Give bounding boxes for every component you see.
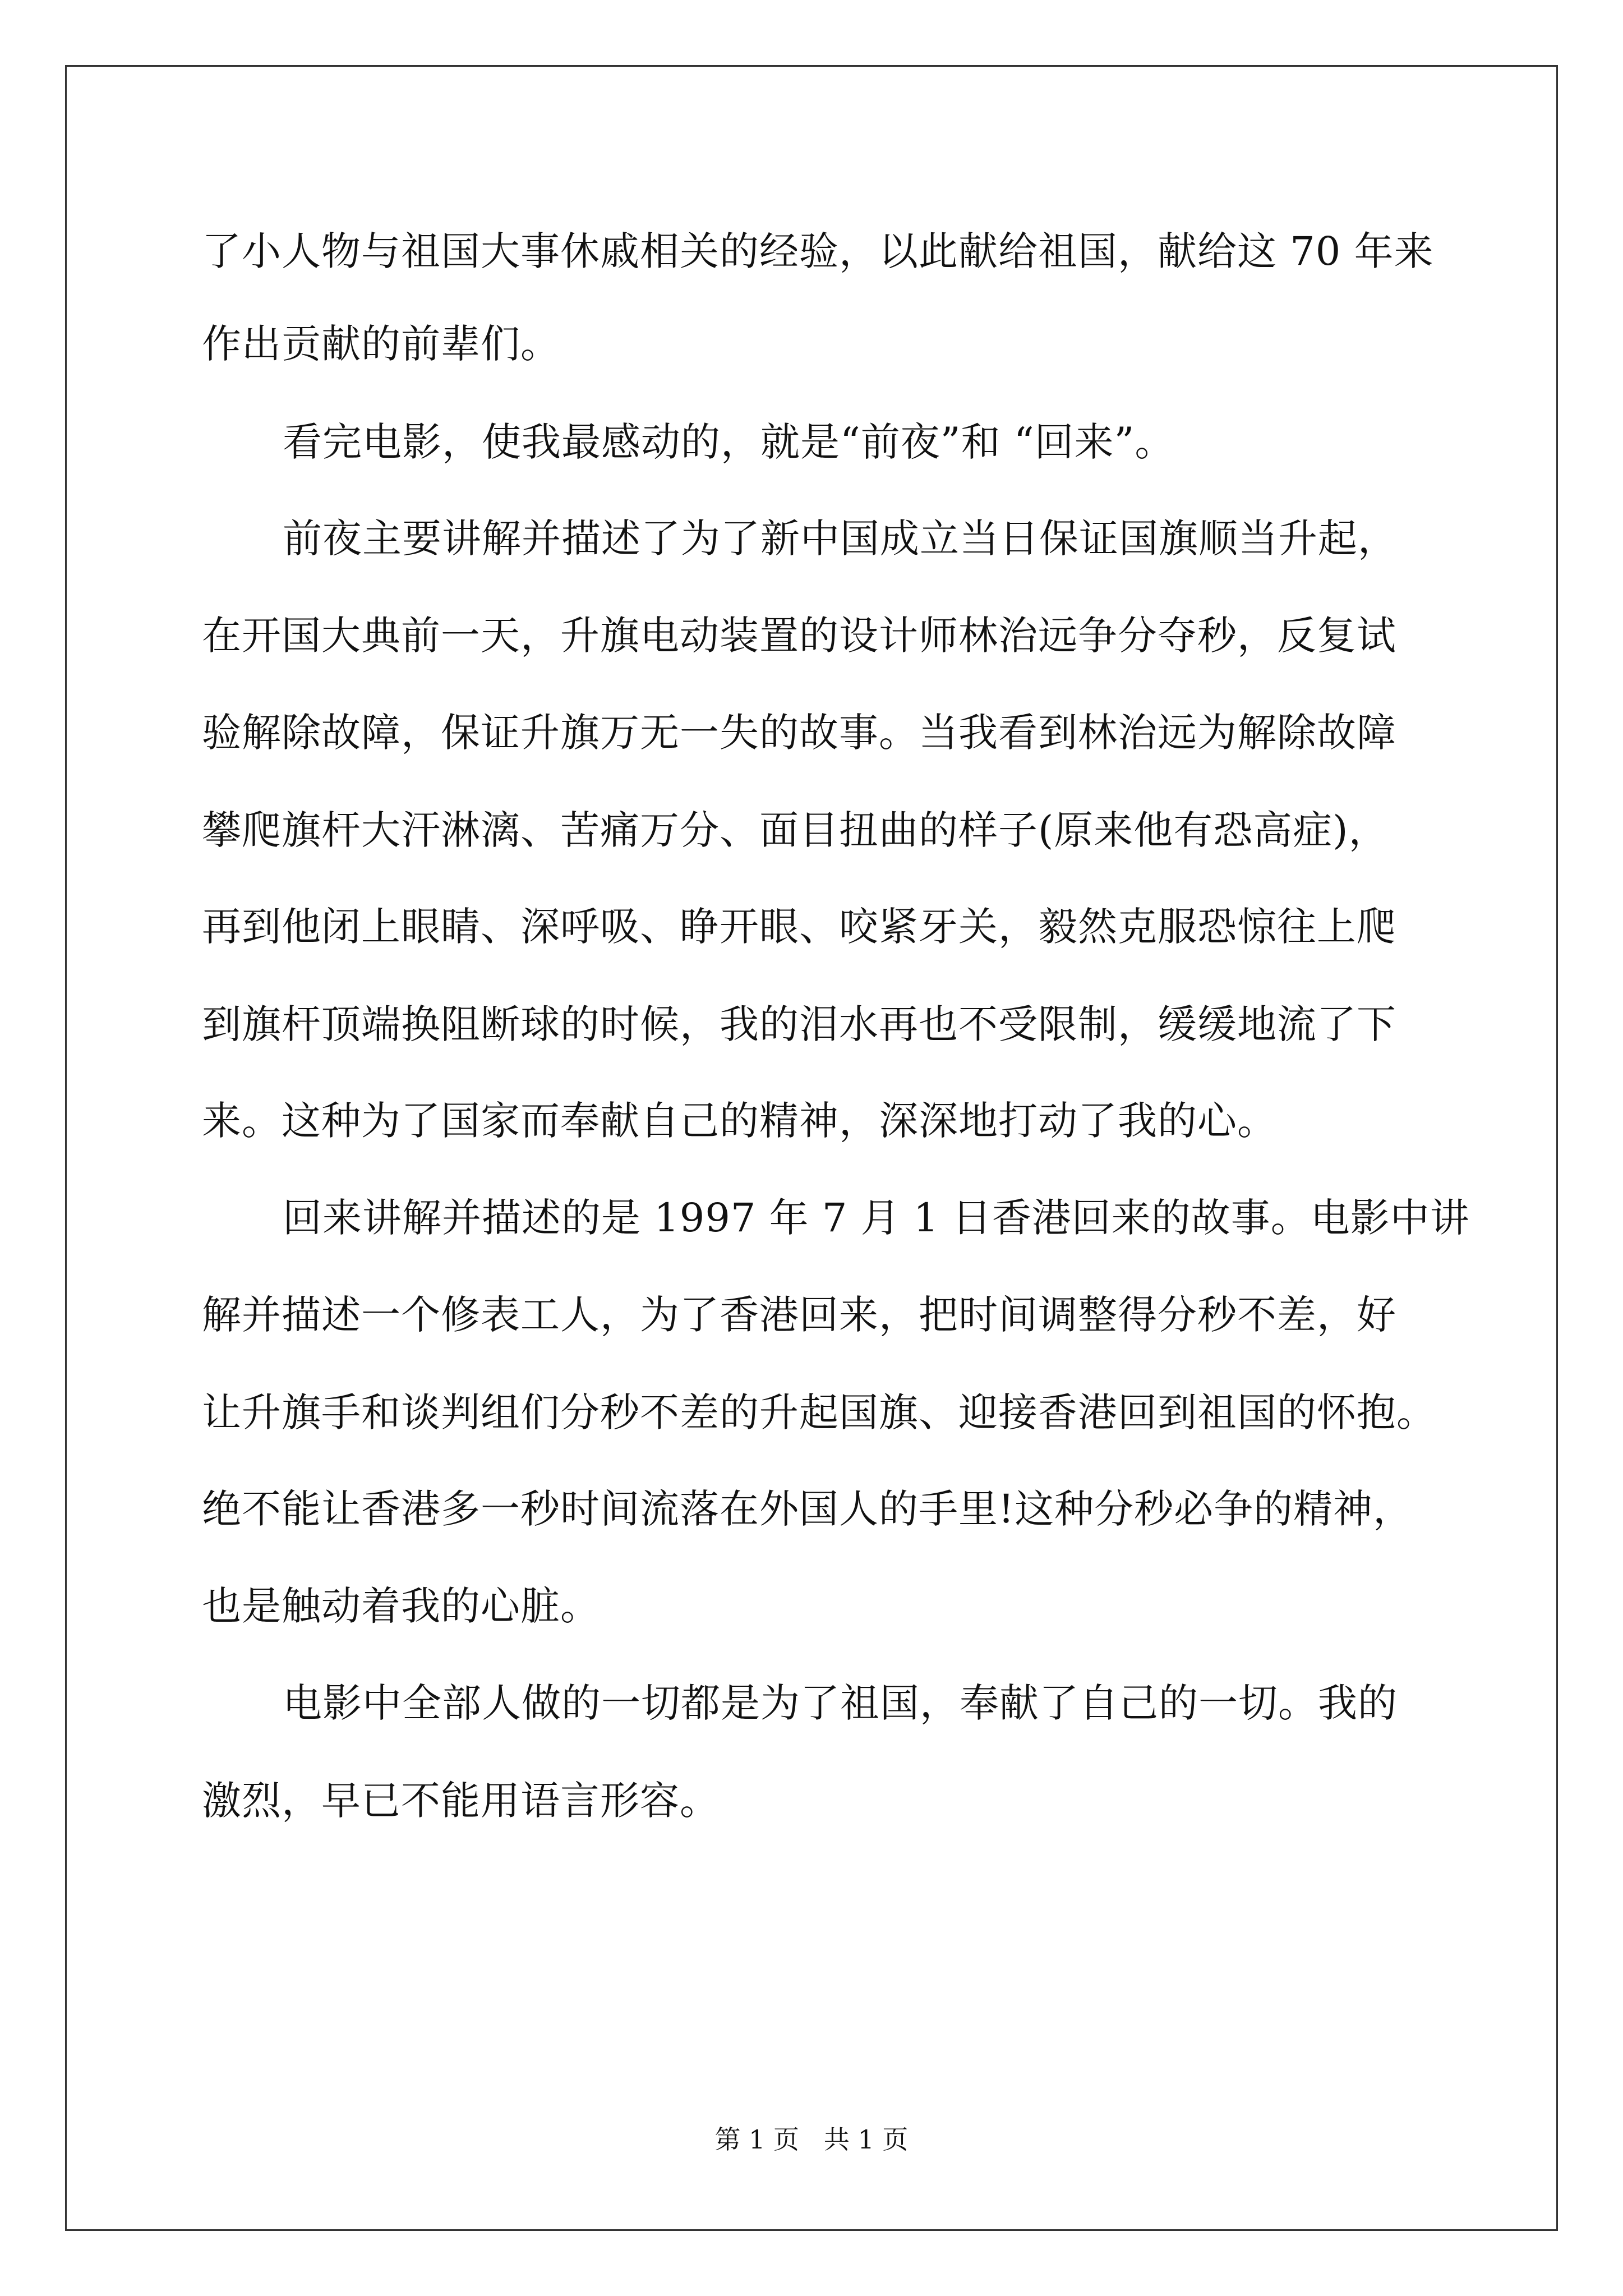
paragraph-line: 让升旗手和谈判组们分秒不差的升起国旗、迎接香港回到祖国的怀抱。 bbox=[202, 1389, 1436, 1435]
paragraph-line: 也是触动着我的心脏。 bbox=[202, 1583, 600, 1629]
paragraph-line: 看完电影，使我最感动的，就是“前夜”和 “回来”。 bbox=[283, 419, 1175, 465]
paragraph-line: 到旗杆顶端换阻断球的时候，我的泪水再也不受限制，缓缓地流了下 bbox=[202, 1001, 1396, 1047]
paragraph-line: 电影中全部人做的一切都是为了祖国，奉献了自己的一切。我的 bbox=[283, 1680, 1398, 1726]
paragraph-line: 激烈，早已不能用语言形容。 bbox=[202, 1778, 720, 1824]
paragraph-line: 绝不能让香港多一秒时间流落在外国人的手里!这种分秒必争的精神， bbox=[202, 1486, 1413, 1532]
paragraph-line: 回来讲解并描述的是 1997 年 7 月 1 日香港回来的故事。电影中讲 bbox=[283, 1195, 1470, 1241]
paragraph-line: 解并描述一个修表工人，为了香港回来，把时间调整得分秒不差，好 bbox=[202, 1292, 1396, 1338]
paragraph-line: 了小人物与祖国大事休戚相关的经验，以此献给祖国，献给这 70 年来 bbox=[202, 228, 1434, 274]
paragraph-line: 作出贡献的前辈们。 bbox=[202, 321, 560, 367]
paragraph-line: 在开国大典前一天，升旗电动装置的设计师林治远争分夺秒，反复试 bbox=[202, 613, 1396, 659]
paragraph-line: 再到他闭上眼睛、深呼吸、睁开眼、咬紧牙关，毅然克服恐惊往上爬 bbox=[202, 904, 1396, 950]
paragraph-line: 攀爬旗杆大汗淋漓、苦痛万分、面目扭曲的样子(原来他有恐高症)， bbox=[202, 807, 1389, 853]
paragraph-line: 来。这种为了国家而奉献自己的精神，深深地打动了我的心。 bbox=[202, 1098, 1277, 1144]
paragraph-line: 前夜主要讲解并描述了为了新中国成立当日保证国旗顺当升起， bbox=[283, 516, 1398, 562]
paragraph-line: 验解除故障，保证升旗万无一失的故事。当我看到林治远为解除故障 bbox=[202, 710, 1396, 756]
page-footer: 第 1 页 共 1 页 bbox=[714, 2124, 909, 2155]
